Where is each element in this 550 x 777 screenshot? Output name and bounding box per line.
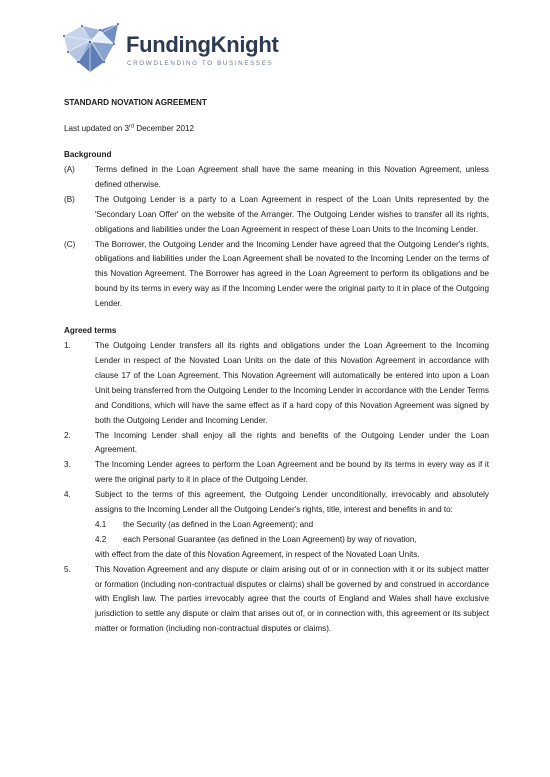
item-label: 4. (64, 490, 71, 500)
item-text: Subject to the terms of this agreement, the Outgoing Lender unconditionally, irrevocably and absolutely assigns to the Incoming Lender all the Outgoing Lender's rights, title, interest and benefits in and to: (95, 490, 489, 515)
document-title: STANDARD NOVATION AGREEMENT (64, 98, 207, 107)
sub-item-label: 4.2 (95, 534, 107, 544)
last-updated-ordinal: rd (129, 123, 134, 129)
item-label: 1. (64, 341, 71, 351)
item-text: This Novation Agreement and any dispute or claim arising out of or in connection with it or its subject matter or formation (including non-contractual disputes or claims) shall be governed by and construed in accordance with English law. The parties irrevocably agree that the courts of England and Wales shall have exclusive jurisdiction to settle any dispute or claim that arises out of, or in connection with, this agreement or its subject matter or formation (including non-contractual disputes or claims). (95, 564, 489, 634)
item-label: (B) (64, 194, 75, 204)
agreed-item (64, 458, 489, 488)
brand-logo (60, 22, 320, 76)
background-item (64, 193, 489, 238)
item-label: 3. (64, 460, 71, 470)
background-item (64, 238, 489, 313)
item-text: The Borrower, the Outgoing Lender and the Incoming Lender have agreed that the Outgoing Lender's rights, obligations and liabilities under the Loan Agreement shall be novated to the Incoming Lender on the terms of this Novation Agreement. The Borrower has agreed in the Loan Agreement to perform its obligations and be bound by its terms in every way as if the Incoming Lender were the original party to it in place of the Outgoing Lender. (95, 239, 489, 309)
last-updated-prefix: Last updated on 3 (64, 123, 130, 133)
sub-item-label: 4.1 (95, 519, 107, 529)
item-text: The Incoming Lender shall enjoy all the rights and benefits of the Outgoing Lender under the Loan Agreement. (95, 430, 489, 455)
knight-logo-icon (60, 22, 122, 74)
last-updated (64, 122, 489, 137)
agreed-item (64, 339, 489, 428)
agreed-item (64, 429, 489, 459)
document-body (64, 96, 489, 637)
agreed-terms-heading: Agreed terms (64, 326, 117, 336)
sub-item (64, 518, 489, 533)
sub-item-text: each Personal Guarantee (as defined in the Loan Agreement) by way of novation, (123, 534, 417, 544)
item-label: 2. (64, 430, 71, 440)
sub-item (64, 533, 489, 548)
sub-item-text: the Security (as defined in the Loan Agreement); and (123, 519, 314, 529)
agreed-item (64, 563, 489, 638)
background-heading: Background (64, 150, 112, 159)
item-label: (A) (64, 165, 75, 174)
item-text: The Outgoing Lender transfers all its rights and obligations under the Loan Agreement to the Incoming Lender in respect of the Novated Loan Units on the date of this Novation Agreement in accordance with clause 17 of the Loan Agreement. This Novation Agreement will automatically be entered into upon a Loan Unit being transferred from the Outgoing Lender to the Incoming Lender in accordance with the Lender Terms and Conditions, which will have the same effect as if a hard copy of this Novation Agreement was signed by both the Outgoing Lender and Incoming Lender. (95, 341, 489, 425)
brand-name: FundingKnight (126, 32, 279, 57)
last-updated-suffix: December 2012 (133, 123, 195, 133)
item-text: The Outgoing Lender is a party to a Loan Agreement in respect of the Loan Units represented by the 'Secondary Loan Offer' on the website of the Arranger. The Outgoing Lender wishes to transfer all its rights, obligations and liabilities under the Loan Agreement in respect of these Loan Units to the Incoming Lender. (95, 194, 489, 234)
item-label: 5. (64, 564, 71, 574)
item-text: The Incoming Lender agrees to perform the Loan Agreement and be bound by its terms in every way as if it were the original party to it in place of the Outgoing Lender. (95, 460, 489, 485)
agreed-item (64, 488, 489, 518)
background-item (64, 163, 489, 193)
item-text: Terms defined in the Loan Agreement shall have the same meaning in this Novation Agreement, unless defined otherwise. (95, 165, 489, 189)
item-label: (C) (64, 239, 76, 249)
brand-tagline: CROWDLENDING TO BUSINESSES (127, 60, 274, 67)
item4-continuation: with effect from the date of this Novation Agreement, in respect of the Novated Loan Units. (95, 549, 420, 559)
